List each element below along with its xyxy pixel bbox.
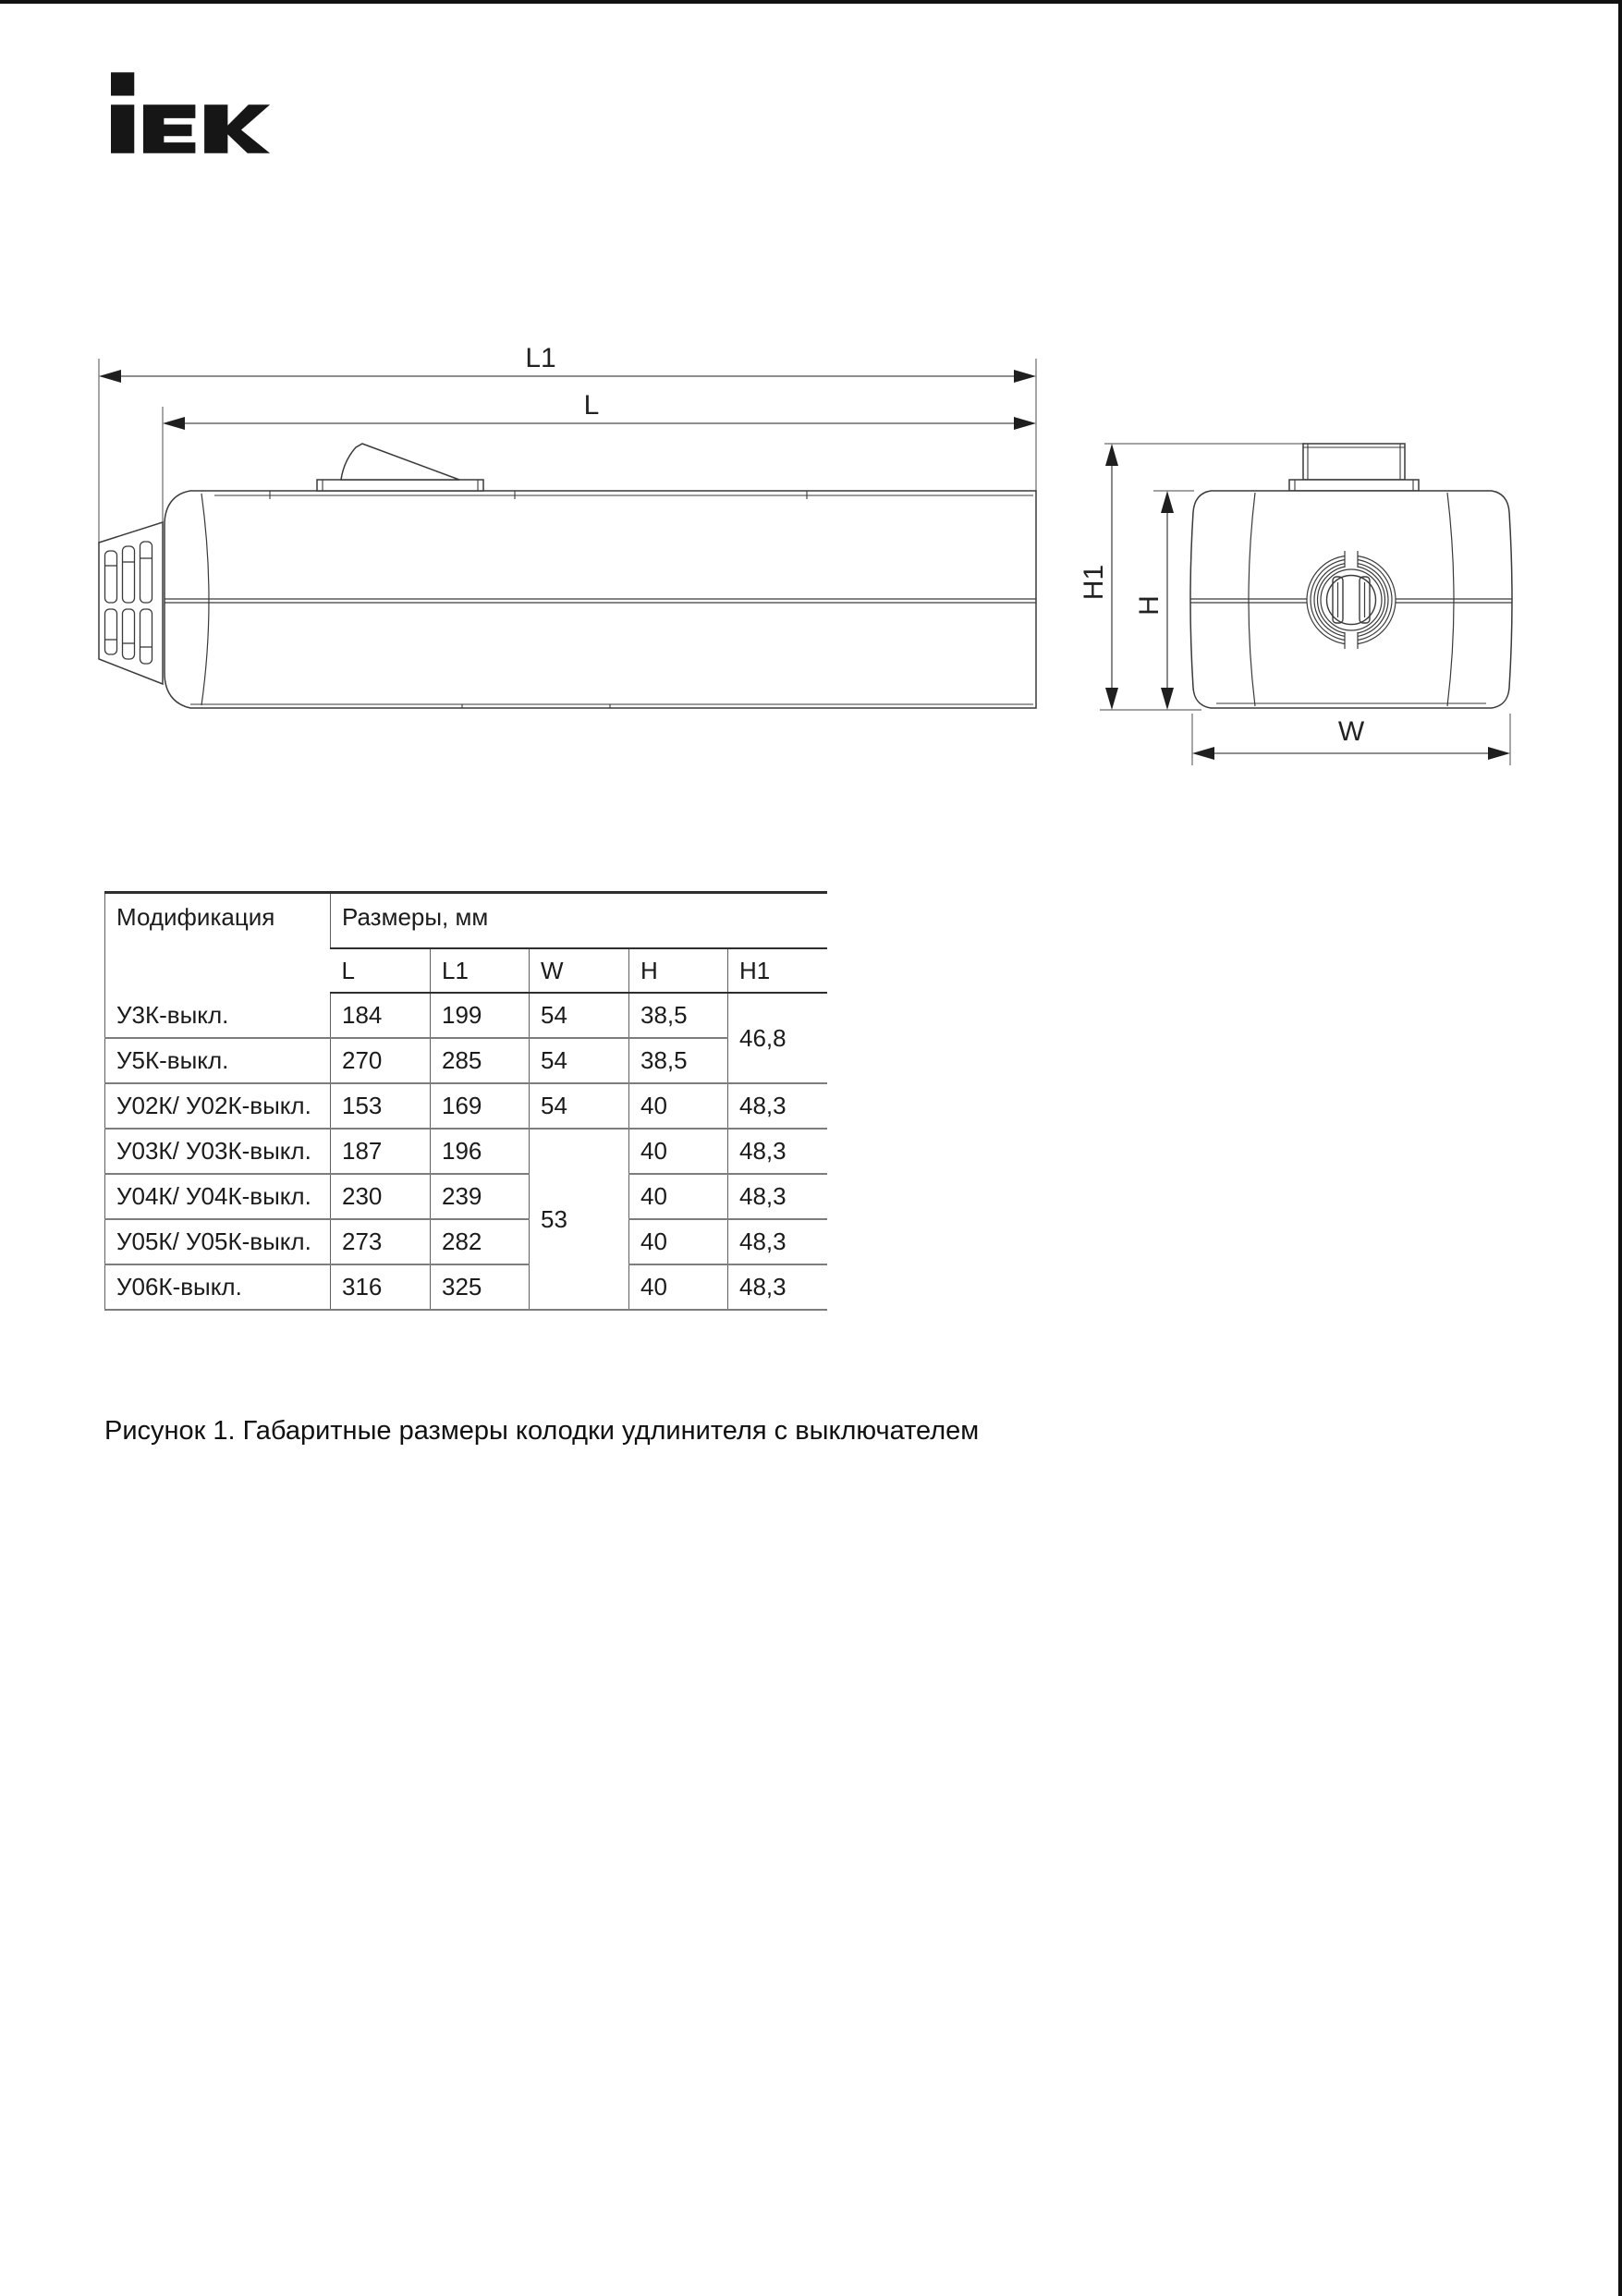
value-cell: 48,3 — [728, 1129, 827, 1174]
table-header-row — [105, 893, 827, 949]
value-cell: 325 — [431, 1264, 530, 1310]
row-label-cell: У06К-выкл. — [116, 1273, 242, 1301]
dim-w — [1192, 716, 1510, 760]
value-cell: 40 — [629, 1174, 728, 1219]
arrow-up-icon — [1105, 444, 1118, 466]
arrow-left-icon — [1192, 747, 1214, 760]
dim-h1 — [1079, 444, 1118, 710]
value-cell: 282 — [431, 1219, 530, 1264]
value-cell: 270 — [331, 1038, 431, 1083]
dim-label-w: W — [1337, 716, 1365, 747]
value-cell: 187 — [331, 1129, 431, 1174]
side-view-drawing — [99, 343, 1036, 708]
header-sizes: Размеры, мм — [331, 893, 827, 949]
end-view-drawing — [1079, 444, 1512, 765]
value-cell: 199 — [431, 993, 530, 1038]
switch-boss-end — [1289, 444, 1419, 491]
value-cell: 40 — [629, 1083, 728, 1129]
dimension-drawing — [0, 0, 1622, 832]
value-cell: 40 — [629, 1264, 728, 1310]
dim-label-h1: H1 — [1079, 564, 1109, 601]
value-cell: 46,8 — [728, 993, 827, 1083]
table-row — [105, 1129, 827, 1174]
header-modification: Модификация — [116, 903, 275, 931]
dim-l1 — [99, 343, 1036, 383]
value-cell: 285 — [431, 1038, 530, 1083]
value-cell: 184 — [331, 993, 431, 1038]
value-cell: 54 — [530, 1038, 629, 1083]
table-row — [105, 1219, 827, 1264]
header-col-l1: L1 — [431, 948, 530, 993]
value-cell: 38,5 — [629, 993, 728, 1038]
row-label-cell: У05К/ У05К-выкл. — [105, 1219, 331, 1264]
cable-gland — [99, 522, 163, 684]
value-cell: 38,5 — [629, 1038, 728, 1083]
row-label-cell: У5К-выкл. — [105, 1038, 331, 1083]
value-cell: 48,3 — [728, 1083, 827, 1129]
value-cell: 169 — [431, 1083, 530, 1129]
dim-label-l: L — [583, 390, 600, 421]
table-row — [105, 1038, 827, 1083]
arrow-left-icon — [99, 370, 121, 383]
dim-label-h: H — [1134, 595, 1165, 616]
table-row — [105, 1174, 827, 1219]
header-col-h: H — [629, 948, 728, 993]
header-col-l: L — [331, 948, 431, 993]
table-body — [105, 993, 827, 1310]
arrow-down-icon — [1161, 688, 1174, 710]
arrow-right-icon — [1014, 370, 1036, 383]
value-cell: 273 — [331, 1219, 431, 1264]
value-cell: 48,3 — [728, 1174, 827, 1219]
value-cell: 230 — [331, 1174, 431, 1219]
header-col-w: W — [530, 948, 629, 993]
row-label-cell: У3К-выкл. — [105, 993, 331, 1038]
arrow-left-icon — [163, 417, 185, 430]
dimensions-table — [104, 891, 827, 1311]
value-cell: 40 — [629, 1129, 728, 1174]
header-col-h1: H1 — [728, 948, 827, 993]
strip-body-side — [165, 491, 1036, 708]
value-cell: 54 — [530, 993, 629, 1038]
row-label-cell: У03К/ У03К-выкл. — [105, 1129, 331, 1174]
table-row — [105, 1264, 827, 1310]
value-cell: 239 — [431, 1174, 530, 1219]
dim-l — [163, 390, 1036, 430]
dim-h — [1134, 491, 1174, 710]
value-cell: 40 — [629, 1219, 728, 1264]
value-cell: 48,3 — [728, 1219, 827, 1264]
value-cell: 153 — [331, 1083, 431, 1129]
arrow-right-icon — [1488, 747, 1510, 760]
value-cell: 53 — [530, 1129, 629, 1310]
arrow-right-icon — [1014, 417, 1036, 430]
arrow-down-icon — [1105, 688, 1118, 710]
strip-body-end — [1190, 491, 1512, 708]
dim-label-l1: L1 — [525, 343, 556, 373]
value-cell: 196 — [431, 1129, 530, 1174]
table-row — [105, 993, 827, 1038]
value-cell: 54 — [530, 1083, 629, 1129]
table-row — [105, 1083, 827, 1129]
value-cell: 48,3 — [728, 1264, 827, 1310]
arrow-up-icon — [1161, 491, 1174, 513]
rocker-switch-side — [317, 444, 483, 491]
figure-caption: Рисунок 1. Габаритные размеры колодки удлинителя с выключателем — [104, 1416, 980, 1446]
row-label-cell: У02К/ У02К-выкл. — [105, 1083, 331, 1129]
value-cell: 316 — [331, 1264, 431, 1310]
row-label-cell: У04К/ У04К-выкл. — [105, 1174, 331, 1219]
